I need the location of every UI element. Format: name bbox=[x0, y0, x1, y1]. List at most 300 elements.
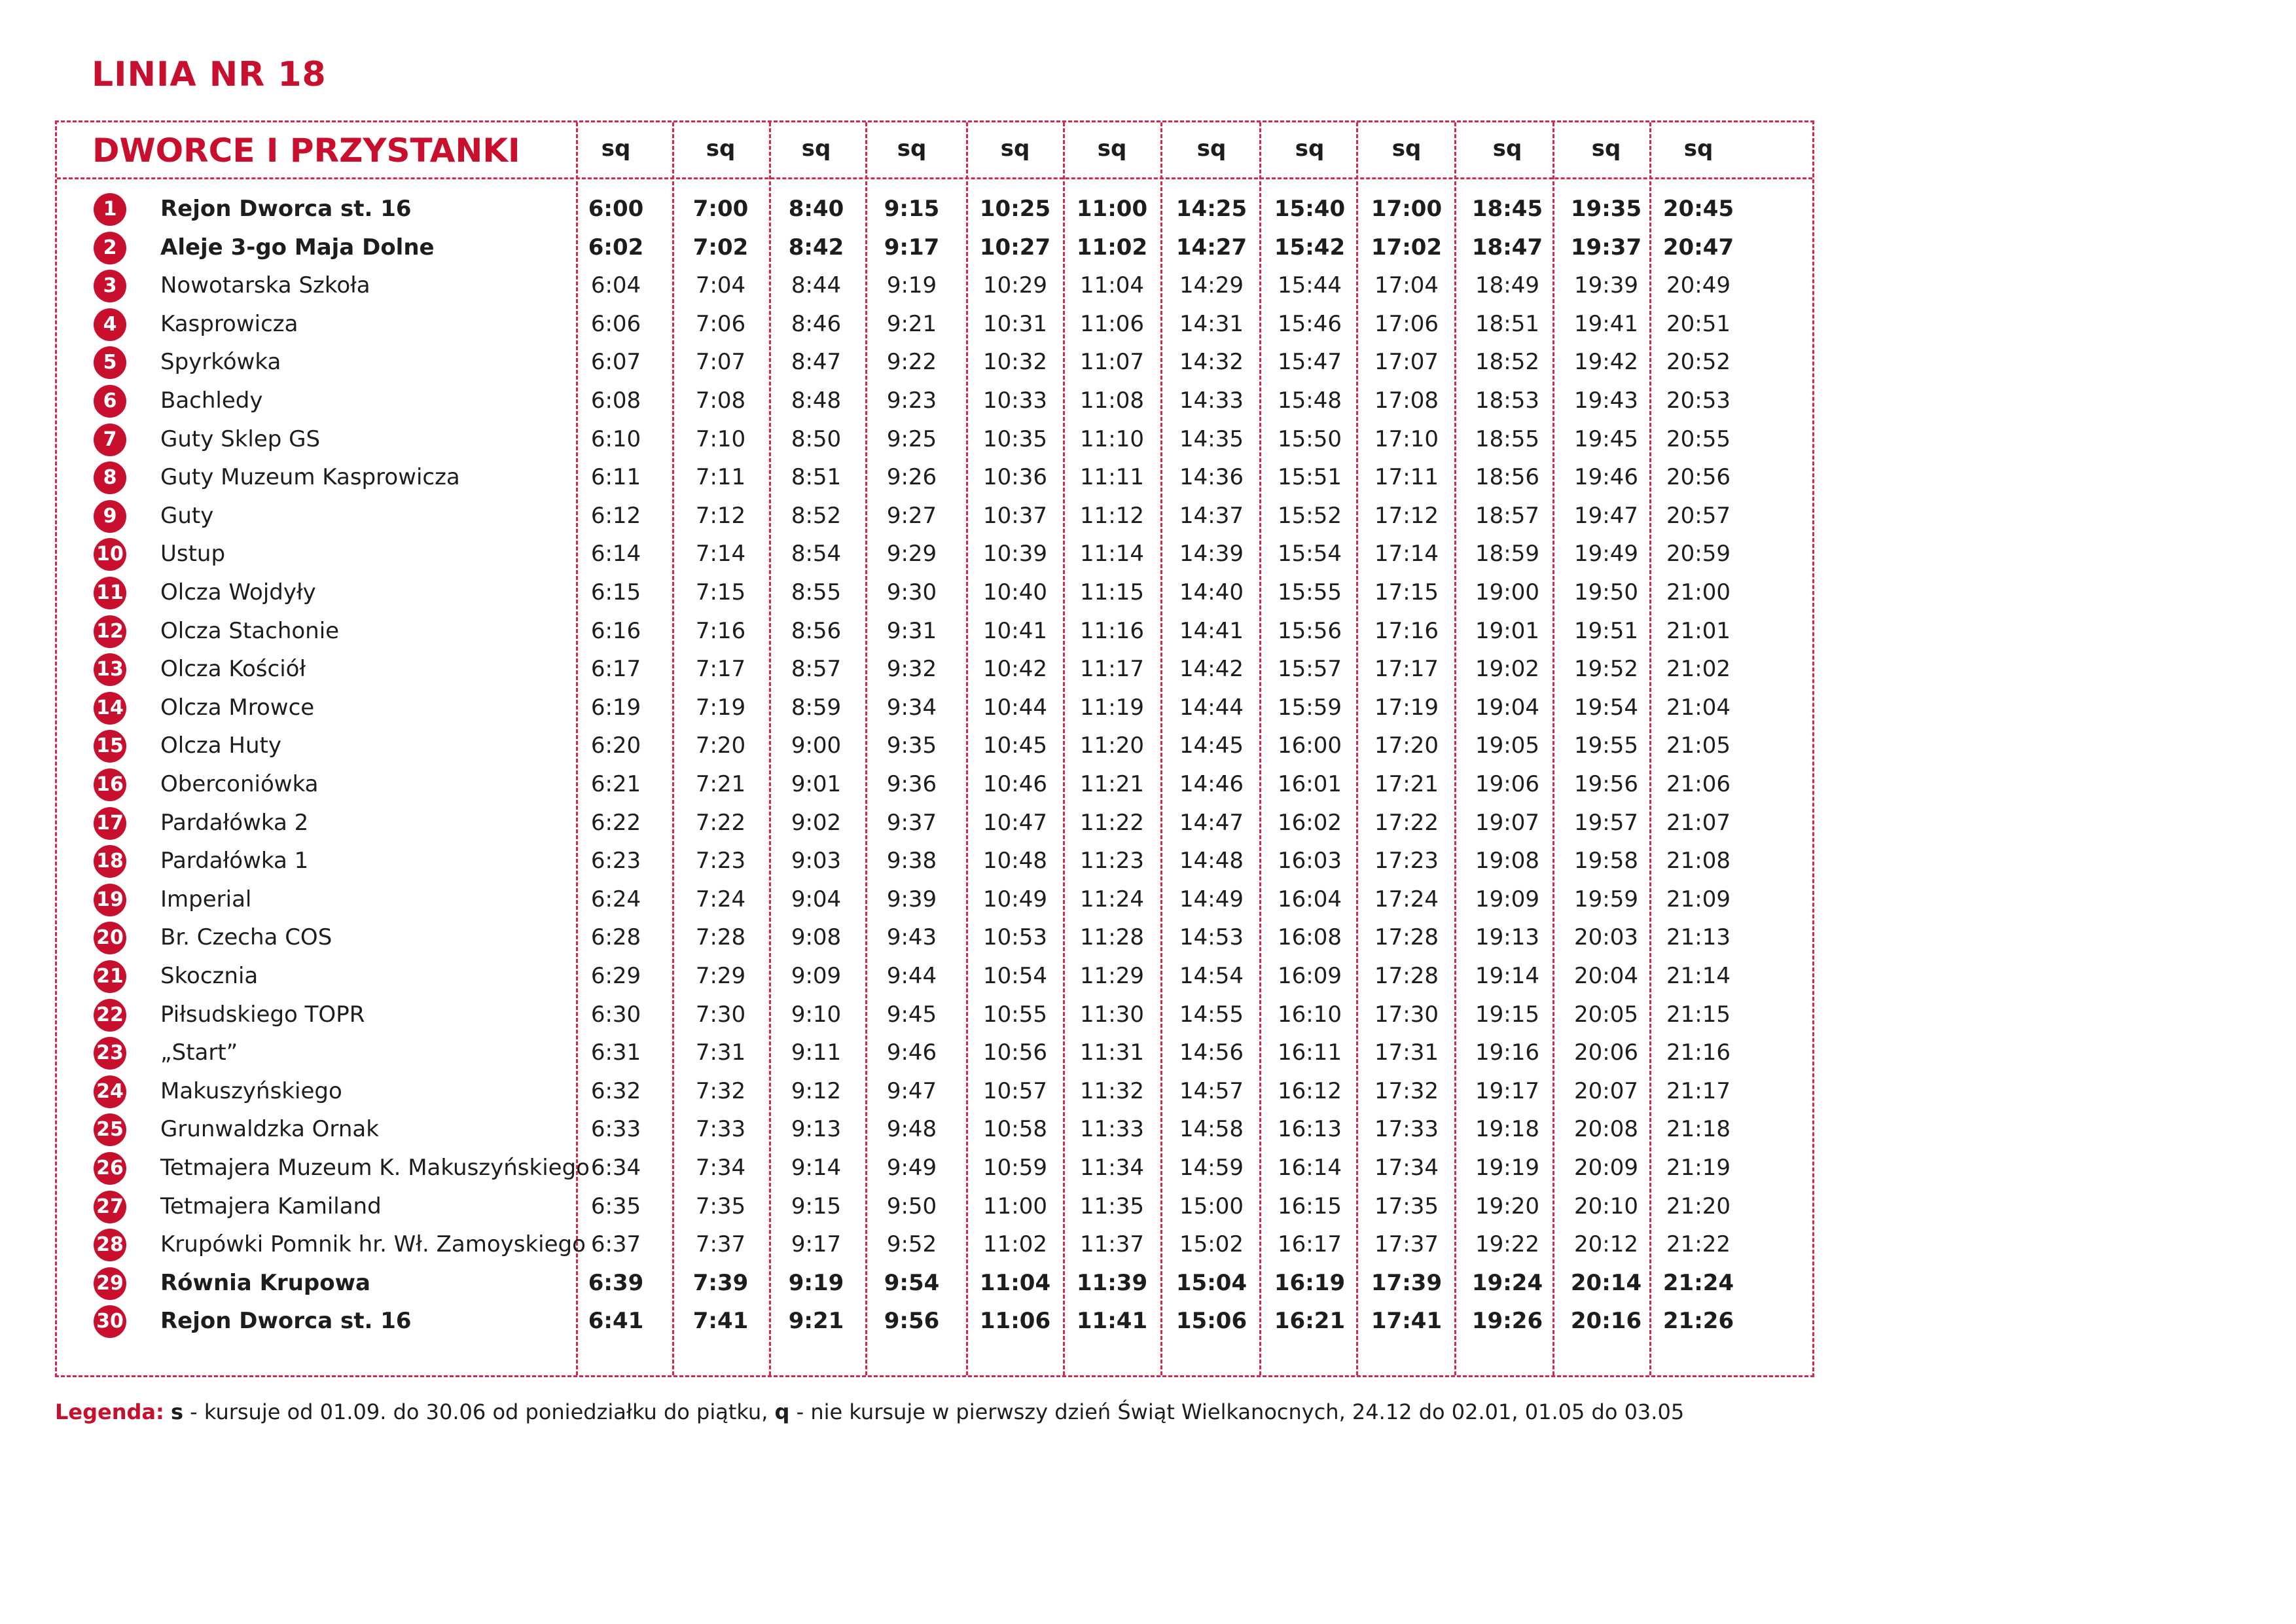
departure-time: 17:19 bbox=[1374, 694, 1439, 721]
departure-time: 11:21 bbox=[1080, 771, 1144, 797]
departure-time: 11:14 bbox=[1080, 541, 1144, 568]
departure-time: 19:57 bbox=[1574, 809, 1638, 836]
departure-time: 9:49 bbox=[886, 1155, 937, 1181]
departure-time: 20:56 bbox=[1666, 464, 1731, 491]
departure-time: 21:13 bbox=[1666, 924, 1731, 951]
departure-time: 20:47 bbox=[1662, 234, 1734, 261]
departure-time: 11:32 bbox=[1080, 1077, 1144, 1104]
departure-time: 6:04 bbox=[590, 272, 641, 299]
departure-time: 10:37 bbox=[983, 502, 1047, 529]
departure-time: 10:41 bbox=[983, 617, 1047, 644]
column-header-10: sq bbox=[1492, 135, 1522, 162]
departure-time: 9:50 bbox=[886, 1193, 937, 1219]
departure-time: 16:21 bbox=[1274, 1308, 1346, 1335]
departure-time: 19:09 bbox=[1475, 886, 1539, 912]
stop-number-badge: 21 bbox=[94, 960, 126, 993]
departure-time: 17:16 bbox=[1374, 617, 1439, 644]
column-header-7: sq bbox=[1196, 135, 1227, 162]
departure-time: 17:24 bbox=[1374, 886, 1439, 912]
departure-time: 19:05 bbox=[1475, 732, 1539, 759]
table-row bbox=[57, 956, 1812, 994]
departure-time: 7:23 bbox=[695, 848, 746, 875]
departure-time: 6:24 bbox=[590, 886, 641, 912]
table-row bbox=[57, 995, 1812, 1033]
departure-time: 7:21 bbox=[695, 771, 746, 797]
departure-time: 9:54 bbox=[884, 1269, 940, 1296]
departure-time: 10:32 bbox=[983, 349, 1047, 376]
departure-time: 19:15 bbox=[1475, 1001, 1539, 1028]
departure-time: 14:37 bbox=[1179, 502, 1244, 529]
departure-time: 21:05 bbox=[1666, 732, 1731, 759]
departure-time: 9:09 bbox=[791, 963, 842, 989]
departure-time: 6:35 bbox=[590, 1193, 641, 1219]
stop-name: Olcza Mrowce bbox=[160, 694, 315, 721]
departure-time: 18:49 bbox=[1475, 272, 1539, 299]
departure-time: 9:43 bbox=[886, 924, 937, 951]
departure-time: 11:31 bbox=[1080, 1039, 1144, 1066]
departure-time: 17:33 bbox=[1374, 1116, 1439, 1143]
departure-time: 7:35 bbox=[695, 1193, 746, 1219]
departure-time: 16:09 bbox=[1278, 963, 1342, 989]
departure-time: 16:17 bbox=[1278, 1231, 1342, 1258]
column-header-11: sq bbox=[1591, 135, 1621, 162]
departure-time: 8:57 bbox=[791, 656, 842, 683]
departure-time: 14:33 bbox=[1179, 388, 1244, 414]
departure-time: 10:47 bbox=[983, 809, 1047, 836]
departure-time: 20:12 bbox=[1574, 1231, 1638, 1258]
departure-time: 11:41 bbox=[1076, 1308, 1148, 1335]
departure-time: 7:12 bbox=[695, 502, 746, 529]
departure-time: 9:48 bbox=[886, 1116, 937, 1143]
departure-time: 11:17 bbox=[1080, 656, 1144, 683]
stop-number-badge: 9 bbox=[94, 500, 126, 533]
departure-time: 11:28 bbox=[1080, 924, 1144, 951]
stop-number-badge: 18 bbox=[94, 845, 126, 878]
departure-time: 10:42 bbox=[983, 656, 1047, 683]
stop-number-badge: 24 bbox=[94, 1075, 126, 1108]
departure-time: 10:55 bbox=[983, 1001, 1047, 1028]
departure-time: 10:40 bbox=[983, 579, 1047, 605]
column-header-4: sq bbox=[897, 135, 927, 162]
stop-number-badge: 4 bbox=[94, 308, 126, 341]
departure-time: 21:00 bbox=[1666, 579, 1731, 605]
departure-time: 7:32 bbox=[695, 1077, 746, 1104]
stop-name: Ustup bbox=[160, 541, 226, 568]
departure-time: 17:22 bbox=[1374, 809, 1439, 836]
departure-time: 21:16 bbox=[1666, 1039, 1731, 1066]
stop-name: Olcza Kościół bbox=[160, 656, 306, 683]
departure-time: 19:54 bbox=[1574, 694, 1638, 721]
departure-time: 11:22 bbox=[1080, 809, 1144, 836]
column-header-5: sq bbox=[1000, 135, 1030, 162]
departure-time: 6:15 bbox=[590, 579, 641, 605]
departure-time: 8:40 bbox=[788, 196, 844, 222]
departure-time: 9:19 bbox=[788, 1269, 844, 1296]
departure-time: 6:22 bbox=[590, 809, 641, 836]
departure-time: 9:32 bbox=[886, 656, 937, 683]
departure-time: 16:08 bbox=[1278, 924, 1342, 951]
departure-time: 10:44 bbox=[983, 694, 1047, 721]
departure-time: 20:06 bbox=[1574, 1039, 1638, 1066]
departure-time: 15:57 bbox=[1278, 656, 1342, 683]
departure-time: 19:56 bbox=[1574, 771, 1638, 797]
departure-time: 7:19 bbox=[695, 694, 746, 721]
departure-time: 14:46 bbox=[1179, 771, 1244, 797]
departure-time: 9:46 bbox=[886, 1039, 937, 1066]
stop-name: Rejon Dworca st. 16 bbox=[160, 1308, 412, 1335]
stop-name: Pardałówka 1 bbox=[160, 848, 309, 875]
departure-time: 10:49 bbox=[983, 886, 1047, 912]
departure-time: 15:00 bbox=[1179, 1193, 1244, 1219]
table-row bbox=[57, 458, 1812, 496]
line-title: LINIA NR 18 bbox=[92, 55, 327, 94]
departure-time: 11:04 bbox=[979, 1269, 1051, 1296]
departure-time: 6:32 bbox=[590, 1077, 641, 1104]
departure-time: 7:16 bbox=[695, 617, 746, 644]
departure-time: 11:02 bbox=[983, 1231, 1047, 1258]
departure-time: 15:02 bbox=[1179, 1231, 1244, 1258]
column-header-6: sq bbox=[1097, 135, 1127, 162]
departure-time: 15:44 bbox=[1278, 272, 1342, 299]
departure-time: 21:24 bbox=[1662, 1269, 1734, 1296]
departure-time: 9:45 bbox=[886, 1001, 937, 1028]
stop-number-badge: 20 bbox=[94, 922, 126, 954]
departure-time: 6:02 bbox=[588, 234, 644, 261]
departure-time: 7:28 bbox=[695, 924, 746, 951]
table-row bbox=[57, 1187, 1812, 1225]
departure-time: 10:56 bbox=[983, 1039, 1047, 1066]
table-row bbox=[57, 688, 1812, 726]
departure-time: 9:37 bbox=[886, 809, 937, 836]
table-row bbox=[57, 765, 1812, 803]
stop-name: Piłsudskiego TOPR bbox=[160, 1001, 365, 1028]
departure-time: 7:06 bbox=[695, 310, 746, 337]
departure-time: 8:46 bbox=[791, 310, 842, 337]
departure-time: 21:26 bbox=[1662, 1308, 1734, 1335]
departure-time: 20:09 bbox=[1574, 1155, 1638, 1181]
departure-time: 15:50 bbox=[1278, 425, 1342, 452]
departure-time: 7:30 bbox=[695, 1001, 746, 1028]
departure-time: 17:06 bbox=[1374, 310, 1439, 337]
departure-time: 17:23 bbox=[1374, 848, 1439, 875]
departure-time: 19:04 bbox=[1475, 694, 1539, 721]
departure-time: 14:25 bbox=[1175, 196, 1247, 222]
departure-time: 19:59 bbox=[1574, 886, 1638, 912]
stop-number-badge: 19 bbox=[94, 884, 126, 916]
departure-time: 19:26 bbox=[1471, 1308, 1543, 1335]
departure-time: 10:39 bbox=[983, 541, 1047, 568]
stop-name: Pardałówka 2 bbox=[160, 809, 309, 836]
departure-time: 15:52 bbox=[1278, 502, 1342, 529]
departure-time: 7:31 bbox=[695, 1039, 746, 1066]
table-row bbox=[57, 803, 1812, 841]
legend-s-text: - kursuje od 01.09. do 30.06 od poniedziałku do piątku, bbox=[183, 1399, 775, 1424]
legend-label: Legenda: bbox=[55, 1399, 164, 1424]
departure-time: 6:30 bbox=[590, 1001, 641, 1028]
table-row bbox=[57, 189, 1812, 227]
departure-time: 9:04 bbox=[791, 886, 842, 912]
timetable bbox=[55, 120, 1814, 1377]
departure-time: 16:10 bbox=[1278, 1001, 1342, 1028]
departure-time: 9:12 bbox=[791, 1077, 842, 1104]
departure-time: 17:02 bbox=[1371, 234, 1443, 261]
table-row bbox=[57, 1225, 1812, 1263]
departure-time: 6:08 bbox=[590, 388, 641, 414]
column-header-3: sq bbox=[801, 135, 831, 162]
departure-time: 18:57 bbox=[1475, 502, 1539, 529]
departure-time: 21:09 bbox=[1666, 886, 1731, 912]
stop-number-badge: 14 bbox=[94, 692, 126, 725]
stop-name: Oberconiówka bbox=[160, 771, 319, 797]
departure-time: 14:41 bbox=[1179, 617, 1244, 644]
stop-name: Bachledy bbox=[160, 388, 263, 414]
departure-time: 6:39 bbox=[588, 1269, 644, 1296]
departure-time: 19:42 bbox=[1574, 349, 1638, 376]
legend bbox=[55, 1399, 1684, 1424]
departure-time: 14:57 bbox=[1179, 1077, 1244, 1104]
departure-time: 8:59 bbox=[791, 694, 842, 721]
table-row bbox=[57, 266, 1812, 304]
departure-time: 15:40 bbox=[1274, 196, 1346, 222]
departure-time: 9:19 bbox=[886, 272, 937, 299]
departure-time: 6:23 bbox=[590, 848, 641, 875]
departure-time: 9:56 bbox=[884, 1308, 940, 1335]
departure-time: 19:14 bbox=[1475, 963, 1539, 989]
departure-time: 10:48 bbox=[983, 848, 1047, 875]
stop-name: Guty bbox=[160, 502, 214, 529]
departure-time: 7:15 bbox=[695, 579, 746, 605]
departure-time: 11:23 bbox=[1080, 848, 1144, 875]
departure-time: 9:02 bbox=[791, 809, 842, 836]
departure-time: 19:19 bbox=[1475, 1155, 1539, 1181]
departure-time: 21:02 bbox=[1666, 656, 1731, 683]
departure-time: 11:04 bbox=[1080, 272, 1144, 299]
departure-time: 17:35 bbox=[1374, 1193, 1439, 1219]
table-row bbox=[57, 228, 1812, 266]
departure-time: 6:11 bbox=[590, 464, 641, 491]
departure-time: 9:23 bbox=[886, 388, 937, 414]
departure-time: 9:25 bbox=[886, 425, 937, 452]
departure-time: 8:55 bbox=[791, 579, 842, 605]
departure-time: 8:44 bbox=[791, 272, 842, 299]
departure-time: 10:45 bbox=[983, 732, 1047, 759]
departure-time: 9:13 bbox=[791, 1116, 842, 1143]
departure-time: 11:35 bbox=[1080, 1193, 1144, 1219]
stop-number-badge: 2 bbox=[94, 232, 126, 264]
stop-name: Guty Sklep GS bbox=[160, 425, 321, 452]
departure-time: 7:37 bbox=[695, 1231, 746, 1258]
stop-name: Rejon Dworca st. 16 bbox=[160, 196, 412, 222]
departure-time: 8:51 bbox=[791, 464, 842, 491]
stop-name: Tetmajera Muzeum K. Makuszyńskiego bbox=[160, 1155, 590, 1181]
departure-time: 7:41 bbox=[692, 1308, 749, 1335]
departure-time: 19:52 bbox=[1574, 656, 1638, 683]
departure-time: 16:19 bbox=[1274, 1269, 1346, 1296]
departure-time: 7:22 bbox=[695, 809, 746, 836]
departure-time: 9:10 bbox=[791, 1001, 842, 1028]
departure-time: 9:22 bbox=[886, 349, 937, 376]
departure-time: 7:34 bbox=[695, 1155, 746, 1181]
table-row bbox=[57, 726, 1812, 764]
departure-time: 17:10 bbox=[1374, 425, 1439, 452]
departure-time: 14:47 bbox=[1179, 809, 1244, 836]
table-row bbox=[57, 1301, 1812, 1339]
departure-time: 17:41 bbox=[1371, 1308, 1443, 1335]
table-row bbox=[57, 534, 1812, 572]
departure-time: 6:06 bbox=[590, 310, 641, 337]
departure-time: 9:01 bbox=[791, 771, 842, 797]
departure-time: 14:44 bbox=[1179, 694, 1244, 721]
departure-time: 9:27 bbox=[886, 502, 937, 529]
stop-name: Makuszyńskiego bbox=[160, 1077, 342, 1104]
departure-time: 15:54 bbox=[1278, 541, 1342, 568]
stop-number-badge: 12 bbox=[94, 615, 126, 648]
departure-time: 9:38 bbox=[886, 848, 937, 875]
departure-time: 8:56 bbox=[791, 617, 842, 644]
departure-time: 15:55 bbox=[1278, 579, 1342, 605]
legend-q-text: - nie kursuje w pierwszy dzień Świąt Wielkanocnych, 24.12 do 02.01, 01.05 do 03.05 bbox=[789, 1399, 1685, 1424]
departure-time: 18:51 bbox=[1475, 310, 1539, 337]
departure-time: 9:44 bbox=[886, 963, 937, 989]
departure-time: 17:14 bbox=[1374, 541, 1439, 568]
stop-number-badge: 6 bbox=[94, 385, 126, 418]
departure-time: 16:02 bbox=[1278, 809, 1342, 836]
departure-time: 17:28 bbox=[1374, 924, 1439, 951]
departure-time: 16:13 bbox=[1278, 1116, 1342, 1143]
departure-time: 15:42 bbox=[1274, 234, 1346, 261]
departure-time: 19:24 bbox=[1471, 1269, 1543, 1296]
column-header-12: sq bbox=[1683, 135, 1713, 162]
departure-time: 14:56 bbox=[1179, 1039, 1244, 1066]
departure-time: 20:45 bbox=[1662, 196, 1734, 222]
stop-name: Tetmajera Kamiland bbox=[160, 1193, 382, 1219]
departure-time: 6:21 bbox=[590, 771, 641, 797]
departure-time: 17:07 bbox=[1374, 349, 1439, 376]
departure-time: 17:15 bbox=[1374, 579, 1439, 605]
departure-time: 15:47 bbox=[1278, 349, 1342, 376]
table-row bbox=[57, 611, 1812, 649]
departure-time: 20:49 bbox=[1666, 272, 1731, 299]
departure-time: 9:14 bbox=[791, 1155, 842, 1181]
departure-time: 9:26 bbox=[886, 464, 937, 491]
departure-time: 9:36 bbox=[886, 771, 937, 797]
departure-time: 16:12 bbox=[1278, 1077, 1342, 1104]
departure-time: 10:59 bbox=[983, 1155, 1047, 1181]
departure-time: 20:59 bbox=[1666, 541, 1731, 568]
departure-time: 15:04 bbox=[1175, 1269, 1247, 1296]
departure-time: 17:34 bbox=[1374, 1155, 1439, 1181]
table-row bbox=[57, 1263, 1812, 1301]
departure-time: 16:01 bbox=[1278, 771, 1342, 797]
departure-time: 7:11 bbox=[695, 464, 746, 491]
departure-time: 6:33 bbox=[590, 1116, 641, 1143]
departure-time: 19:37 bbox=[1570, 234, 1642, 261]
departure-time: 9:21 bbox=[788, 1308, 844, 1335]
table-row bbox=[57, 880, 1812, 918]
column-header-1: sq bbox=[601, 135, 631, 162]
departure-time: 16:11 bbox=[1278, 1039, 1342, 1066]
departure-time: 8:50 bbox=[791, 425, 842, 452]
departure-time: 14:53 bbox=[1179, 924, 1244, 951]
stop-number-badge: 25 bbox=[94, 1113, 126, 1146]
stop-number-badge: 22 bbox=[94, 999, 126, 1032]
departure-time: 19:16 bbox=[1475, 1039, 1539, 1066]
table-row bbox=[57, 649, 1812, 687]
departure-time: 6:17 bbox=[590, 656, 641, 683]
departure-time: 19:45 bbox=[1574, 425, 1638, 452]
stop-number-badge: 10 bbox=[94, 538, 126, 571]
departure-time: 19:17 bbox=[1475, 1077, 1539, 1104]
departure-time: 18:55 bbox=[1475, 425, 1539, 452]
departure-time: 19:50 bbox=[1574, 579, 1638, 605]
departure-time: 9:30 bbox=[886, 579, 937, 605]
departure-time: 19:02 bbox=[1475, 656, 1539, 683]
stop-name: Skocznia bbox=[160, 963, 259, 989]
table-row bbox=[57, 1110, 1812, 1147]
departure-time: 19:58 bbox=[1574, 848, 1638, 875]
departure-time: 21:19 bbox=[1666, 1155, 1731, 1181]
stop-number-badge: 15 bbox=[94, 730, 126, 763]
departure-time: 15:06 bbox=[1175, 1308, 1247, 1335]
departure-time: 6:14 bbox=[590, 541, 641, 568]
departure-time: 9:31 bbox=[886, 617, 937, 644]
departure-time: 21:01 bbox=[1666, 617, 1731, 644]
stop-number-badge: 28 bbox=[94, 1229, 126, 1261]
departure-time: 11:12 bbox=[1080, 502, 1144, 529]
departure-time: 18:47 bbox=[1471, 234, 1543, 261]
departure-time: 7:33 bbox=[695, 1116, 746, 1143]
departure-time: 18:59 bbox=[1475, 541, 1539, 568]
departure-time: 7:20 bbox=[695, 732, 746, 759]
table-row bbox=[57, 381, 1812, 419]
departure-time: 16:15 bbox=[1278, 1193, 1342, 1219]
stop-name: Br. Czecha COS bbox=[160, 924, 332, 951]
departure-time: 14:40 bbox=[1179, 579, 1244, 605]
departure-time: 17:28 bbox=[1374, 963, 1439, 989]
stop-name: Olcza Stachonie bbox=[160, 617, 340, 644]
stop-number-badge: 26 bbox=[94, 1152, 126, 1185]
departure-time: 17:04 bbox=[1374, 272, 1439, 299]
stop-number-badge: 5 bbox=[94, 346, 126, 379]
departure-time: 7:17 bbox=[695, 656, 746, 683]
departure-time: 11:10 bbox=[1080, 425, 1144, 452]
header-divider bbox=[57, 177, 1812, 179]
departure-time: 20:53 bbox=[1666, 388, 1731, 414]
departure-time: 11:34 bbox=[1080, 1155, 1144, 1181]
stop-name: Grunwaldzka Ornak bbox=[160, 1116, 379, 1143]
departure-time: 10:36 bbox=[983, 464, 1047, 491]
departure-time: 19:06 bbox=[1475, 771, 1539, 797]
departure-time: 19:39 bbox=[1574, 272, 1638, 299]
stop-name: Krupówki Pomnik hr. Wł. Zamoyskiego bbox=[160, 1231, 586, 1258]
stop-number-badge: 17 bbox=[94, 807, 126, 840]
departure-time: 20:08 bbox=[1574, 1116, 1638, 1143]
departure-time: 18:52 bbox=[1475, 349, 1539, 376]
departure-time: 11:16 bbox=[1080, 617, 1144, 644]
departure-time: 9:11 bbox=[791, 1039, 842, 1066]
departure-time: 10:53 bbox=[983, 924, 1047, 951]
departure-time: 6:28 bbox=[590, 924, 641, 951]
departure-time: 7:04 bbox=[695, 272, 746, 299]
departure-time: 9:15 bbox=[884, 196, 940, 222]
departure-time: 19:46 bbox=[1574, 464, 1638, 491]
departure-time: 20:57 bbox=[1666, 502, 1731, 529]
departure-time: 14:42 bbox=[1179, 656, 1244, 683]
stop-number-badge: 8 bbox=[94, 461, 126, 494]
departure-time: 15:59 bbox=[1278, 694, 1342, 721]
departure-time: 11:06 bbox=[979, 1308, 1051, 1335]
departure-time: 21:04 bbox=[1666, 694, 1731, 721]
